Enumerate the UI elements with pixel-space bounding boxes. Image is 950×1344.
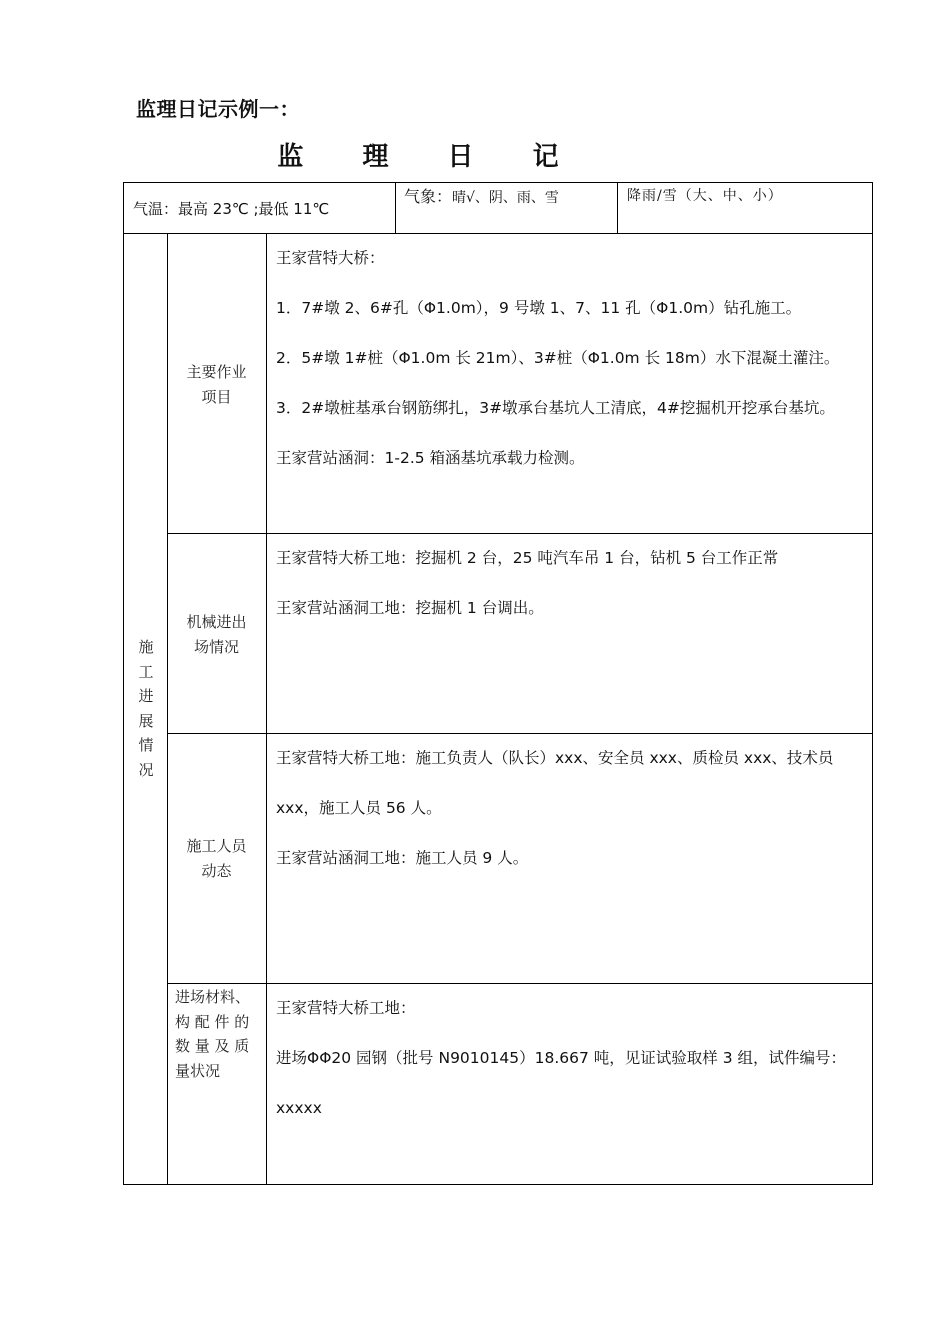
content-line: 王家营站涵洞工地：施工人员 9 人。 xyxy=(276,849,529,867)
title-char: 记 xyxy=(532,142,561,172)
title-char: 理 xyxy=(362,142,391,172)
content-line: xxx，施工人员 56 人。 xyxy=(276,799,442,817)
precipitation-cell: 降雨/雪（大、中、小） xyxy=(627,188,783,204)
content-line: 王家营特大桥工地：挖掘机 2 台，25 吨汽车吊 1 台，钻机 5 台工作正常 xyxy=(276,549,779,567)
title-char: 日 xyxy=(447,142,476,172)
personnel-content xyxy=(276,733,833,883)
content-line: xxxxx xyxy=(276,1099,322,1117)
page-heading: 监理日记示例一： xyxy=(136,97,300,121)
weather-value: 晴√、阴、雨、雪 xyxy=(452,190,559,206)
row-label-main-work: 主要作业 项目 xyxy=(186,363,247,406)
document-title xyxy=(0,136,950,173)
title-char: 监 xyxy=(277,142,306,172)
section-label-construction-progress: 施 工 进 展 情 况 xyxy=(138,638,154,779)
main-work-content xyxy=(276,233,839,483)
content-line: 进场ΦΦ20 园钢（批号 N9010145）18.667 吨，见证试验取样 3 组，试件编号： xyxy=(276,1049,846,1067)
row-label-materials: 进场材料、 构 配 件 的 数 量 及 质 量状况 xyxy=(175,988,251,1080)
diary-table xyxy=(123,182,873,1185)
materials-content xyxy=(276,983,846,1133)
machinery-content xyxy=(276,533,778,633)
weather-cell xyxy=(404,187,559,207)
content-line: 王家营特大桥： xyxy=(276,249,385,267)
temperature-value: 最高 23℃ ;最低 11℃ xyxy=(178,200,330,218)
weather-label: 气象： xyxy=(404,187,453,206)
row-label-machinery: 机械进出 场情况 xyxy=(186,613,247,656)
content-line: 2．5#墩 1#桩（Φ1.0m 长 21m）、3#桩（Φ1.0m 长 18m）水下混凝土灌注。 xyxy=(276,349,840,367)
temperature-label: 气温： xyxy=(133,200,179,218)
content-line: 王家营特大桥工地： xyxy=(276,999,416,1017)
temperature-cell xyxy=(133,200,329,218)
row-label-personnel: 施工人员 动态 xyxy=(186,837,247,880)
content-line: 王家营站涵洞：1-2.5 箱涵基坑承载力检测。 xyxy=(276,449,585,467)
content-line: 1．7#墩 2、6#孔（Φ1.0m），9 号墩 1、7、11 孔（Φ1.0m）钻孔施工。 xyxy=(276,299,802,317)
content-line: 3．2#墩桩基承台钢筋绑扎，3#墩承台基坑人工清底，4#挖掘机开挖承台基坑。 xyxy=(276,399,835,417)
content-line: 王家营站涵洞工地：挖掘机 1 台调出。 xyxy=(276,599,544,617)
content-line: 王家营特大桥工地：施工负责人（队长）xxx、安全员 xxx、质检员 xxx、技术员 xyxy=(276,749,834,767)
